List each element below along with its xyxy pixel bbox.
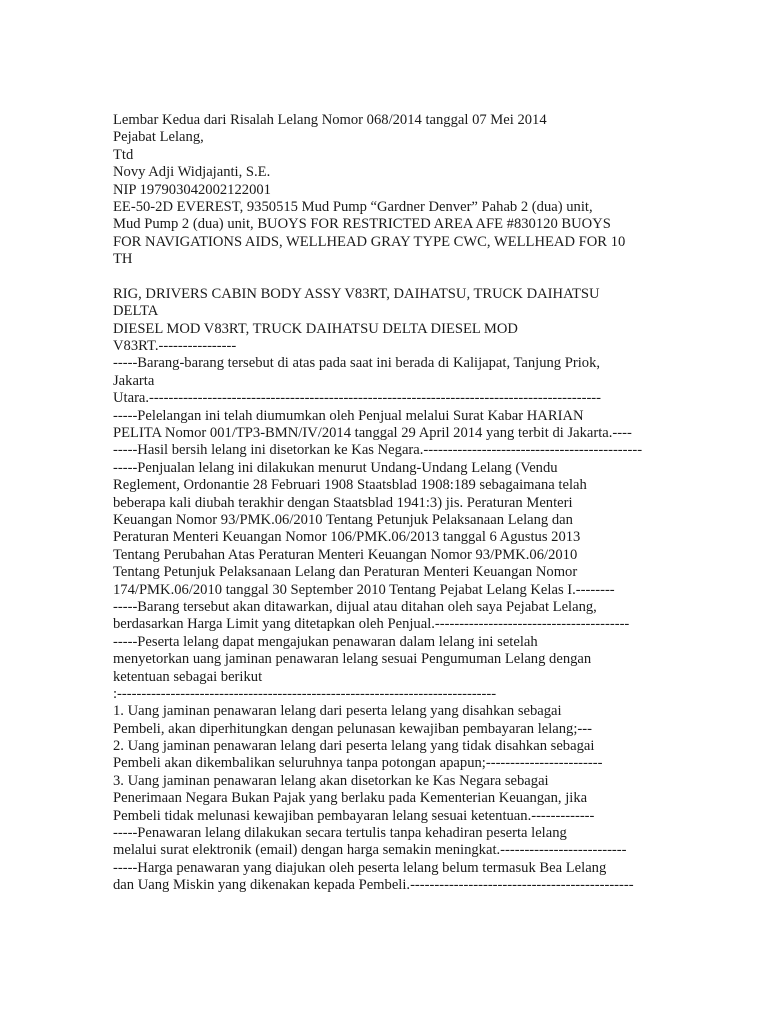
offer-limit-paragraph bbox=[113, 599, 713, 634]
term-item-3: Pembeli tidak melunasi kewajiban pembayaran lelang sesuai ketentuan.------------- bbox=[113, 807, 595, 824]
document-title: Lembar Kedua dari Risalah Lelang Nomor 068/2014 tanggal 07 Mei 2014 bbox=[113, 112, 547, 128]
paragraph-line: :------------------------------------------------------------------------------ bbox=[113, 685, 497, 702]
term-item-1: 1. Uang jaminan penawaran lelang dari peserta lelang yang disahkan sebagai bbox=[113, 703, 562, 720]
announcement-paragraph bbox=[113, 408, 713, 443]
term-item-2: 2. Uang jaminan penawaran lelang dari peserta lelang yang tidak disahkan sebagai bbox=[113, 738, 595, 755]
paragraph-line: -----Penjualan lelang ini dilakukan menurut Undang-Undang Lelang (Vendu bbox=[113, 459, 558, 476]
document-body bbox=[113, 112, 713, 895]
header-section bbox=[113, 112, 713, 199]
term-item-2: Pembeli akan dikembalikan seluruhnya tanpa potongan apapun;------------------------ bbox=[113, 755, 603, 772]
items-line: FOR NAVIGATIONS AIDS, WELLHEAD GRAY TYPE CWC, WELLHEAD FOR 10 bbox=[113, 233, 626, 250]
paragraph-line: Jakarta bbox=[113, 372, 155, 389]
terms-list bbox=[113, 703, 713, 825]
deposit-paragraph bbox=[113, 442, 713, 459]
paragraph-line: -----Harga penawaran yang diajukan oleh peserta lelang belum termasuk Bea Lelang bbox=[113, 859, 607, 876]
paragraph-line: -----Barang-barang tersebut di atas pada saat ini berada di Kalijapat, Tanjung Priok, bbox=[113, 355, 601, 372]
items-line: DIESEL MOD V83RT, TRUCK DAIHATSU DELTA DIESEL MOD bbox=[113, 320, 518, 337]
items-line: RIG, DRIVERS CABIN BODY ASSY V83RT, DAIHATSU, TRUCK DAIHATSU bbox=[113, 285, 600, 302]
method-paragraph bbox=[113, 825, 713, 860]
paragraph-line: ketentuan sebagai berikut bbox=[113, 668, 263, 685]
term-item-1: Pembeli, akan diperhitungkan dengan pelunasan kewajiban pembayaran lelang;--- bbox=[113, 720, 592, 737]
items-line: DELTA bbox=[113, 303, 159, 320]
official-nip: NIP 197903042002122001 bbox=[113, 181, 271, 198]
paragraph-line: Utara.--------------------------------------------------------------------------------------------- bbox=[113, 390, 602, 407]
paragraph-line: -----Pelelangan ini telah diumumkan oleh Penjual melalui Surat Kabar HARIAN bbox=[113, 407, 584, 424]
paragraph-line: -----Hasil bersih lelang ini disetorkan ke Kas Negara.--------------------------------------------- bbox=[113, 442, 643, 459]
blank-line bbox=[113, 269, 713, 286]
paragraph-line: Tentang Petunjuk Pelaksanaan Lelang dan Peraturan Menteri Keuangan Nomor bbox=[113, 564, 578, 581]
items-line: TH bbox=[113, 251, 133, 268]
items-section bbox=[113, 199, 713, 356]
paragraph-line: -----Barang tersebut akan ditawarkan, dijual atau ditahan oleh saya Pejabat Lelang, bbox=[113, 598, 597, 615]
official-name: Novy Adji Widjajanti, S.E. bbox=[113, 164, 271, 181]
paragraph-line: berdasarkan Harga Limit yang ditetapkan oleh Penjual.---------------------------------------- bbox=[113, 616, 630, 633]
paragraph-line: PELITA Nomor 001/TP3-BMN/IV/2014 tanggal 29 April 2014 yang terbit di Jakarta.---- bbox=[113, 425, 632, 442]
price-note-paragraph bbox=[113, 860, 713, 895]
items-line: EE-50-2D EVEREST, 9350515 Mud Pump “Gardner Denver” Pahab 2 (dua) unit, bbox=[113, 198, 593, 215]
paragraph-line: Peraturan Menteri Keuangan Nomor 106/PMK.06/2013 tanggal 6 Agustus 2013 bbox=[113, 529, 581, 546]
paragraph-line: -----Peserta lelang dapat mengajukan penawaran dalam lelang ini setelah bbox=[113, 633, 538, 650]
paragraph-line: Reglement, Ordonantie 28 Februari 1908 Staatsblad 1908:189 sebagaimana telah bbox=[113, 477, 587, 494]
paragraph-line: -----Penawaran lelang dilakukan secara tertulis tanpa kehadiran peserta lelang bbox=[113, 825, 567, 842]
paragraph-line: Tentang Perubahan Atas Peraturan Menteri Keuangan Nomor 93/PMK.06/2010 bbox=[113, 546, 578, 563]
items-line: Mud Pump 2 (dua) unit, BUOYS FOR RESTRICTED AREA AFE #830120 BUOYS bbox=[113, 216, 611, 233]
location-paragraph bbox=[113, 355, 713, 407]
participants-paragraph bbox=[113, 634, 713, 704]
legal-basis-paragraph bbox=[113, 460, 713, 599]
official-title: Pejabat Lelang, bbox=[113, 129, 204, 146]
paragraph-line: dan Uang Miskin yang dikenakan kepada Pembeli.---------------------------------------------- bbox=[113, 877, 634, 894]
paragraph-line: 174/PMK.06/2010 tanggal 30 September 2010 Tentang Pejabat Lelang Kelas I.-------- bbox=[113, 581, 615, 598]
paragraph-line: Keuangan Nomor 93/PMK.06/2010 Tentang Petunjuk Pelaksanaan Lelang dan bbox=[113, 511, 573, 528]
term-item-3: 3. Uang jaminan penawaran lelang akan disetorkan ke Kas Negara sebagai bbox=[113, 772, 549, 789]
paragraph-line: beberapa kali diubah terakhir dengan Staatsblad 1941:3) jis. Peraturan Menteri bbox=[113, 494, 573, 511]
paragraph-line: menyetorkan uang jaminan penawaran lelang sesuai Pengumuman Lelang dengan bbox=[113, 651, 592, 668]
paragraph-line: melalui surat elektronik (email) dengan harga semakin meningkat.-------------------------- bbox=[113, 842, 627, 859]
items-line: V83RT.---------------- bbox=[113, 338, 237, 355]
signed-mark: Ttd bbox=[113, 146, 134, 163]
term-item-3: Penerimaan Negara Bukan Pajak yang berlaku pada Kementerian Keuangan, jika bbox=[113, 790, 588, 807]
